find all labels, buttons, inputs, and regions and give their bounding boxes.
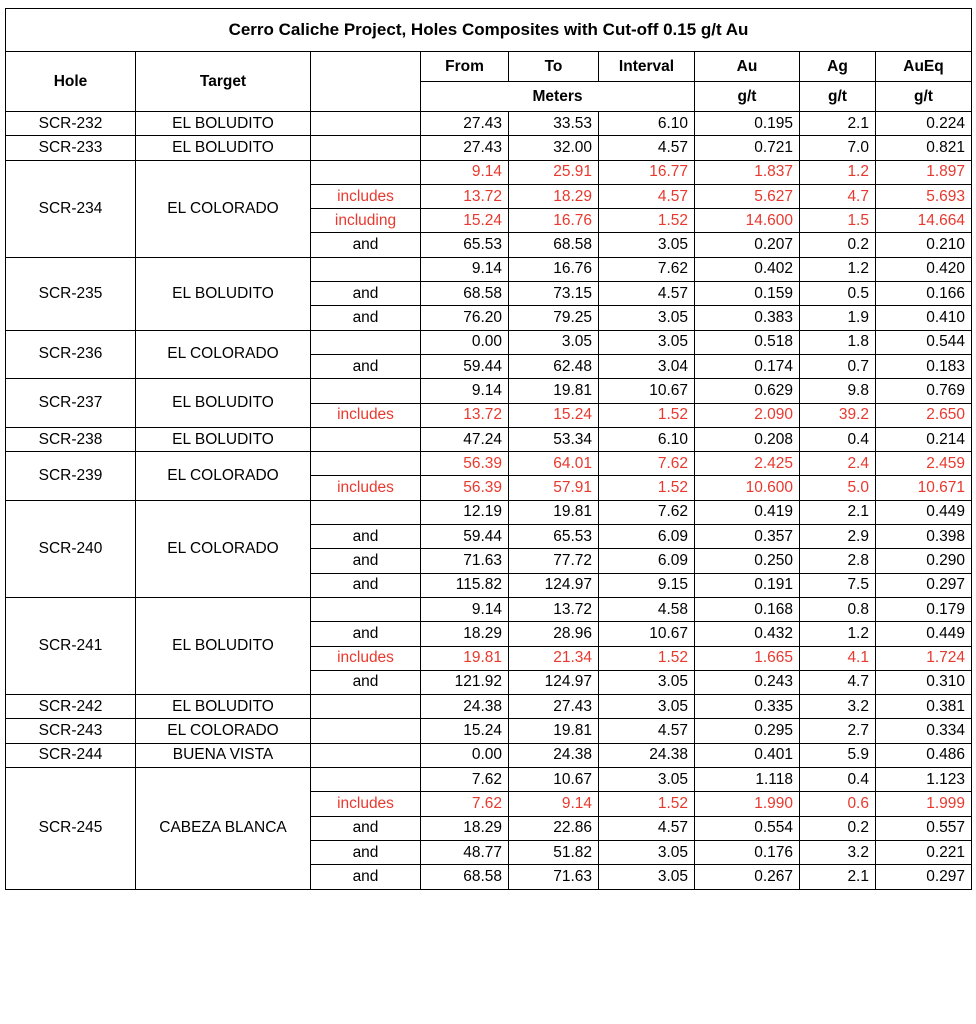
from-cell: 71.63 <box>421 549 509 573</box>
aueq-cell: 0.210 <box>876 233 972 257</box>
aueq-cell: 0.821 <box>876 136 972 160</box>
au-cell: 1.118 <box>695 768 800 792</box>
au-cell: 0.195 <box>695 112 800 136</box>
table-row <box>6 695 972 719</box>
au-cell: 0.335 <box>695 695 800 719</box>
table-row <box>6 743 972 767</box>
target-cell: EL BOLUDITO <box>136 597 311 694</box>
qualifier-cell: including <box>311 209 421 233</box>
target-cell: EL COLORADO <box>136 719 311 743</box>
au-cell: 0.168 <box>695 597 800 621</box>
aueq-cell: 1.724 <box>876 646 972 670</box>
from-cell: 7.62 <box>421 768 509 792</box>
from-cell: 24.38 <box>421 695 509 719</box>
interval-cell: 6.09 <box>599 525 695 549</box>
ag-cell: 1.9 <box>800 306 876 330</box>
to-cell: 65.53 <box>509 525 599 549</box>
to-cell: 77.72 <box>509 549 599 573</box>
aueq-cell: 0.221 <box>876 840 972 864</box>
aueq-cell: 2.459 <box>876 452 972 476</box>
qualifier-cell <box>311 452 421 476</box>
aueq-cell: 2.650 <box>876 403 972 427</box>
qualifier-cell <box>311 597 421 621</box>
ag-cell: 3.2 <box>800 695 876 719</box>
ag-cell: 2.8 <box>800 549 876 573</box>
ag-cell: 39.2 <box>800 403 876 427</box>
ag-cell: 0.4 <box>800 768 876 792</box>
ag-cell: 0.4 <box>800 427 876 451</box>
ag-cell: 7.5 <box>800 573 876 597</box>
to-cell: 68.58 <box>509 233 599 257</box>
qualifier-cell: and <box>311 840 421 864</box>
to-cell: 10.67 <box>509 768 599 792</box>
qualifier-cell <box>311 112 421 136</box>
to-cell: 22.86 <box>509 816 599 840</box>
qualifier-cell: includes <box>311 184 421 208</box>
ag-cell: 2.1 <box>800 865 876 889</box>
from-cell: 56.39 <box>421 476 509 500</box>
target-cell: EL COLORADO <box>136 330 311 379</box>
header-au: Au <box>695 52 800 82</box>
hole-cell: SCR-242 <box>6 695 136 719</box>
aueq-cell: 0.449 <box>876 500 972 524</box>
aueq-cell: 0.449 <box>876 622 972 646</box>
ag-cell: 1.2 <box>800 257 876 281</box>
qualifier-cell <box>311 695 421 719</box>
from-cell: 59.44 <box>421 354 509 378</box>
aueq-cell: 1.123 <box>876 768 972 792</box>
ag-cell: 1.5 <box>800 209 876 233</box>
interval-cell: 7.62 <box>599 452 695 476</box>
qualifier-cell: and <box>311 549 421 573</box>
table-row <box>6 768 972 792</box>
au-cell: 0.721 <box>695 136 800 160</box>
to-cell: 28.96 <box>509 622 599 646</box>
au-cell: 1.837 <box>695 160 800 184</box>
ag-cell: 2.7 <box>800 719 876 743</box>
ag-cell: 4.7 <box>800 184 876 208</box>
interval-cell: 4.57 <box>599 719 695 743</box>
to-cell: 51.82 <box>509 840 599 864</box>
aueq-cell: 0.179 <box>876 597 972 621</box>
au-cell: 0.402 <box>695 257 800 281</box>
hole-cell: SCR-244 <box>6 743 136 767</box>
aueq-cell: 0.769 <box>876 379 972 403</box>
table-row <box>6 452 972 476</box>
interval-cell: 3.05 <box>599 840 695 864</box>
from-cell: 7.62 <box>421 792 509 816</box>
header-aueq: AuEq <box>876 52 972 82</box>
interval-cell: 6.09 <box>599 549 695 573</box>
from-cell: 56.39 <box>421 452 509 476</box>
au-cell: 0.243 <box>695 670 800 694</box>
table-row <box>6 257 972 281</box>
target-cell: CABEZA BLANCA <box>136 768 311 889</box>
from-cell: 9.14 <box>421 379 509 403</box>
hole-cell: SCR-236 <box>6 330 136 379</box>
au-cell: 0.357 <box>695 525 800 549</box>
composites-table <box>5 8 972 890</box>
from-cell: 18.29 <box>421 816 509 840</box>
to-cell: 13.72 <box>509 597 599 621</box>
hole-cell: SCR-240 <box>6 500 136 597</box>
qualifier-cell <box>311 768 421 792</box>
interval-cell: 6.10 <box>599 427 695 451</box>
au-cell: 14.600 <box>695 209 800 233</box>
from-cell: 59.44 <box>421 525 509 549</box>
au-cell: 0.176 <box>695 840 800 864</box>
aueq-cell: 0.544 <box>876 330 972 354</box>
from-cell: 27.43 <box>421 136 509 160</box>
to-cell: 21.34 <box>509 646 599 670</box>
ag-cell: 0.8 <box>800 597 876 621</box>
interval-cell: 3.05 <box>599 670 695 694</box>
to-cell: 73.15 <box>509 282 599 306</box>
target-cell: EL COLORADO <box>136 452 311 501</box>
aueq-cell: 1.999 <box>876 792 972 816</box>
qualifier-cell: and <box>311 525 421 549</box>
aueq-cell: 0.297 <box>876 865 972 889</box>
from-cell: 76.20 <box>421 306 509 330</box>
qualifier-cell: and <box>311 573 421 597</box>
to-cell: 27.43 <box>509 695 599 719</box>
header-target: Target <box>136 52 311 112</box>
header-label <box>311 52 421 112</box>
au-cell: 0.295 <box>695 719 800 743</box>
to-cell: 24.38 <box>509 743 599 767</box>
interval-cell: 10.67 <box>599 622 695 646</box>
au-cell: 0.401 <box>695 743 800 767</box>
qualifier-cell: and <box>311 816 421 840</box>
qualifier-cell: and <box>311 865 421 889</box>
aueq-cell: 0.166 <box>876 282 972 306</box>
hole-cell: SCR-233 <box>6 136 136 160</box>
au-cell: 0.432 <box>695 622 800 646</box>
ag-cell: 2.1 <box>800 500 876 524</box>
interval-cell: 1.52 <box>599 476 695 500</box>
aueq-cell: 0.214 <box>876 427 972 451</box>
interval-cell: 6.10 <box>599 112 695 136</box>
from-cell: 13.72 <box>421 403 509 427</box>
hole-cell: SCR-237 <box>6 379 136 428</box>
aueq-cell: 0.410 <box>876 306 972 330</box>
hole-cell: SCR-245 <box>6 768 136 889</box>
to-cell: 124.97 <box>509 670 599 694</box>
from-cell: 0.00 <box>421 743 509 767</box>
au-cell: 0.174 <box>695 354 800 378</box>
interval-cell: 1.52 <box>599 209 695 233</box>
table-row <box>6 160 972 184</box>
ag-cell: 7.0 <box>800 136 876 160</box>
interval-cell: 4.57 <box>599 136 695 160</box>
ag-cell: 0.6 <box>800 792 876 816</box>
target-cell: EL BOLUDITO <box>136 695 311 719</box>
to-cell: 16.76 <box>509 209 599 233</box>
target-cell: EL BOLUDITO <box>136 112 311 136</box>
table-row <box>6 719 972 743</box>
aueq-cell: 1.897 <box>876 160 972 184</box>
to-cell: 3.05 <box>509 330 599 354</box>
to-cell: 18.29 <box>509 184 599 208</box>
header-hole: Hole <box>6 52 136 112</box>
aueq-cell: 0.381 <box>876 695 972 719</box>
au-cell: 0.191 <box>695 573 800 597</box>
aueq-cell: 0.557 <box>876 816 972 840</box>
aueq-cell: 0.183 <box>876 354 972 378</box>
ag-cell: 0.5 <box>800 282 876 306</box>
header-aueq-unit: g/t <box>876 82 972 112</box>
ag-cell: 2.4 <box>800 452 876 476</box>
qualifier-cell: and <box>311 354 421 378</box>
aueq-cell: 14.664 <box>876 209 972 233</box>
qualifier-cell: and <box>311 622 421 646</box>
header-from: From <box>421 52 509 82</box>
target-cell: EL BOLUDITO <box>136 379 311 428</box>
ag-cell: 2.9 <box>800 525 876 549</box>
qualifier-cell <box>311 743 421 767</box>
from-cell: 9.14 <box>421 257 509 281</box>
table-row <box>6 597 972 621</box>
qualifier-cell <box>311 427 421 451</box>
interval-cell: 16.77 <box>599 160 695 184</box>
interval-cell: 1.52 <box>599 403 695 427</box>
from-cell: 15.24 <box>421 719 509 743</box>
to-cell: 15.24 <box>509 403 599 427</box>
from-cell: 65.53 <box>421 233 509 257</box>
hole-cell: SCR-243 <box>6 719 136 743</box>
interval-cell: 3.05 <box>599 330 695 354</box>
to-cell: 64.01 <box>509 452 599 476</box>
target-cell: EL BOLUDITO <box>136 257 311 330</box>
from-cell: 18.29 <box>421 622 509 646</box>
from-cell: 48.77 <box>421 840 509 864</box>
interval-cell: 4.57 <box>599 184 695 208</box>
header-ag-unit: g/t <box>800 82 876 112</box>
to-cell: 16.76 <box>509 257 599 281</box>
ag-cell: 0.2 <box>800 233 876 257</box>
interval-cell: 24.38 <box>599 743 695 767</box>
aueq-cell: 0.224 <box>876 112 972 136</box>
au-cell: 0.207 <box>695 233 800 257</box>
to-cell: 124.97 <box>509 573 599 597</box>
from-cell: 19.81 <box>421 646 509 670</box>
interval-cell: 4.57 <box>599 282 695 306</box>
qualifier-cell <box>311 330 421 354</box>
from-cell: 9.14 <box>421 160 509 184</box>
table-row <box>6 500 972 524</box>
au-cell: 10.600 <box>695 476 800 500</box>
from-cell: 121.92 <box>421 670 509 694</box>
qualifier-cell: includes <box>311 792 421 816</box>
to-cell: 33.53 <box>509 112 599 136</box>
from-cell: 68.58 <box>421 865 509 889</box>
target-cell: EL BOLUDITO <box>136 136 311 160</box>
header-meters: Meters <box>421 82 695 112</box>
table-row <box>6 330 972 354</box>
au-cell: 0.419 <box>695 500 800 524</box>
interval-cell: 4.58 <box>599 597 695 621</box>
qualifier-cell: and <box>311 306 421 330</box>
qualifier-cell: includes <box>311 476 421 500</box>
au-cell: 2.090 <box>695 403 800 427</box>
qualifier-cell <box>311 136 421 160</box>
au-cell: 0.629 <box>695 379 800 403</box>
ag-cell: 0.2 <box>800 816 876 840</box>
qualifier-cell: and <box>311 282 421 306</box>
au-cell: 0.159 <box>695 282 800 306</box>
aueq-cell: 0.398 <box>876 525 972 549</box>
ag-cell: 1.2 <box>800 622 876 646</box>
ag-cell: 4.7 <box>800 670 876 694</box>
to-cell: 19.81 <box>509 379 599 403</box>
to-cell: 9.14 <box>509 792 599 816</box>
qualifier-cell: includes <box>311 403 421 427</box>
qualifier-cell: and <box>311 670 421 694</box>
qualifier-cell <box>311 379 421 403</box>
to-cell: 62.48 <box>509 354 599 378</box>
hole-cell: SCR-234 <box>6 160 136 257</box>
au-cell: 0.518 <box>695 330 800 354</box>
au-cell: 0.208 <box>695 427 800 451</box>
au-cell: 0.554 <box>695 816 800 840</box>
header-to: To <box>509 52 599 82</box>
header-au-unit: g/t <box>695 82 800 112</box>
qualifier-cell <box>311 257 421 281</box>
interval-cell: 3.04 <box>599 354 695 378</box>
qualifier-cell <box>311 160 421 184</box>
interval-cell: 3.05 <box>599 865 695 889</box>
ag-cell: 0.7 <box>800 354 876 378</box>
from-cell: 68.58 <box>421 282 509 306</box>
aueq-cell: 0.334 <box>876 719 972 743</box>
to-cell: 71.63 <box>509 865 599 889</box>
to-cell: 32.00 <box>509 136 599 160</box>
ag-cell: 4.1 <box>800 646 876 670</box>
ag-cell: 3.2 <box>800 840 876 864</box>
aueq-cell: 0.297 <box>876 573 972 597</box>
ag-cell: 9.8 <box>800 379 876 403</box>
from-cell: 47.24 <box>421 427 509 451</box>
interval-cell: 1.52 <box>599 646 695 670</box>
target-cell: EL BOLUDITO <box>136 427 311 451</box>
ag-cell: 2.1 <box>800 112 876 136</box>
from-cell: 13.72 <box>421 184 509 208</box>
table-row <box>6 379 972 403</box>
hole-cell: SCR-235 <box>6 257 136 330</box>
aueq-cell: 10.671 <box>876 476 972 500</box>
ag-cell: 1.8 <box>800 330 876 354</box>
aueq-cell: 0.290 <box>876 549 972 573</box>
ag-cell: 5.9 <box>800 743 876 767</box>
hole-cell: SCR-238 <box>6 427 136 451</box>
hole-cell: SCR-239 <box>6 452 136 501</box>
ag-cell: 1.2 <box>800 160 876 184</box>
au-cell: 5.627 <box>695 184 800 208</box>
to-cell: 19.81 <box>509 719 599 743</box>
to-cell: 53.34 <box>509 427 599 451</box>
interval-cell: 3.05 <box>599 306 695 330</box>
au-cell: 1.990 <box>695 792 800 816</box>
qualifier-cell: includes <box>311 646 421 670</box>
interval-cell: 3.05 <box>599 768 695 792</box>
aueq-cell: 0.486 <box>876 743 972 767</box>
header-ag: Ag <box>800 52 876 82</box>
interval-cell: 7.62 <box>599 257 695 281</box>
table-container <box>5 8 971 890</box>
hole-cell: SCR-232 <box>6 112 136 136</box>
interval-cell: 10.67 <box>599 379 695 403</box>
au-cell: 0.250 <box>695 549 800 573</box>
interval-cell: 1.52 <box>599 792 695 816</box>
target-cell: EL COLORADO <box>136 160 311 257</box>
from-cell: 15.24 <box>421 209 509 233</box>
interval-cell: 4.57 <box>599 816 695 840</box>
au-cell: 0.267 <box>695 865 800 889</box>
table-row <box>6 136 972 160</box>
table-body <box>6 112 972 890</box>
interval-cell: 3.05 <box>599 695 695 719</box>
table-row <box>6 427 972 451</box>
to-cell: 57.91 <box>509 476 599 500</box>
from-cell: 0.00 <box>421 330 509 354</box>
qualifier-cell: and <box>311 233 421 257</box>
hole-cell: SCR-241 <box>6 597 136 694</box>
to-cell: 19.81 <box>509 500 599 524</box>
header-interval: Interval <box>599 52 695 82</box>
table-row <box>6 112 972 136</box>
au-cell: 0.383 <box>695 306 800 330</box>
target-cell: EL COLORADO <box>136 500 311 597</box>
to-cell: 79.25 <box>509 306 599 330</box>
interval-cell: 3.05 <box>599 233 695 257</box>
table-title: Cerro Caliche Project, Holes Composites with Cut-off 0.15 g/t Au <box>6 9 972 52</box>
interval-cell: 9.15 <box>599 573 695 597</box>
ag-cell: 5.0 <box>800 476 876 500</box>
target-cell: BUENA VISTA <box>136 743 311 767</box>
aueq-cell: 0.310 <box>876 670 972 694</box>
au-cell: 1.665 <box>695 646 800 670</box>
to-cell: 25.91 <box>509 160 599 184</box>
qualifier-cell <box>311 719 421 743</box>
interval-cell: 7.62 <box>599 500 695 524</box>
aueq-cell: 0.420 <box>876 257 972 281</box>
au-cell: 2.425 <box>695 452 800 476</box>
from-cell: 9.14 <box>421 597 509 621</box>
qualifier-cell <box>311 500 421 524</box>
from-cell: 12.19 <box>421 500 509 524</box>
from-cell: 27.43 <box>421 112 509 136</box>
aueq-cell: 5.693 <box>876 184 972 208</box>
from-cell: 115.82 <box>421 573 509 597</box>
